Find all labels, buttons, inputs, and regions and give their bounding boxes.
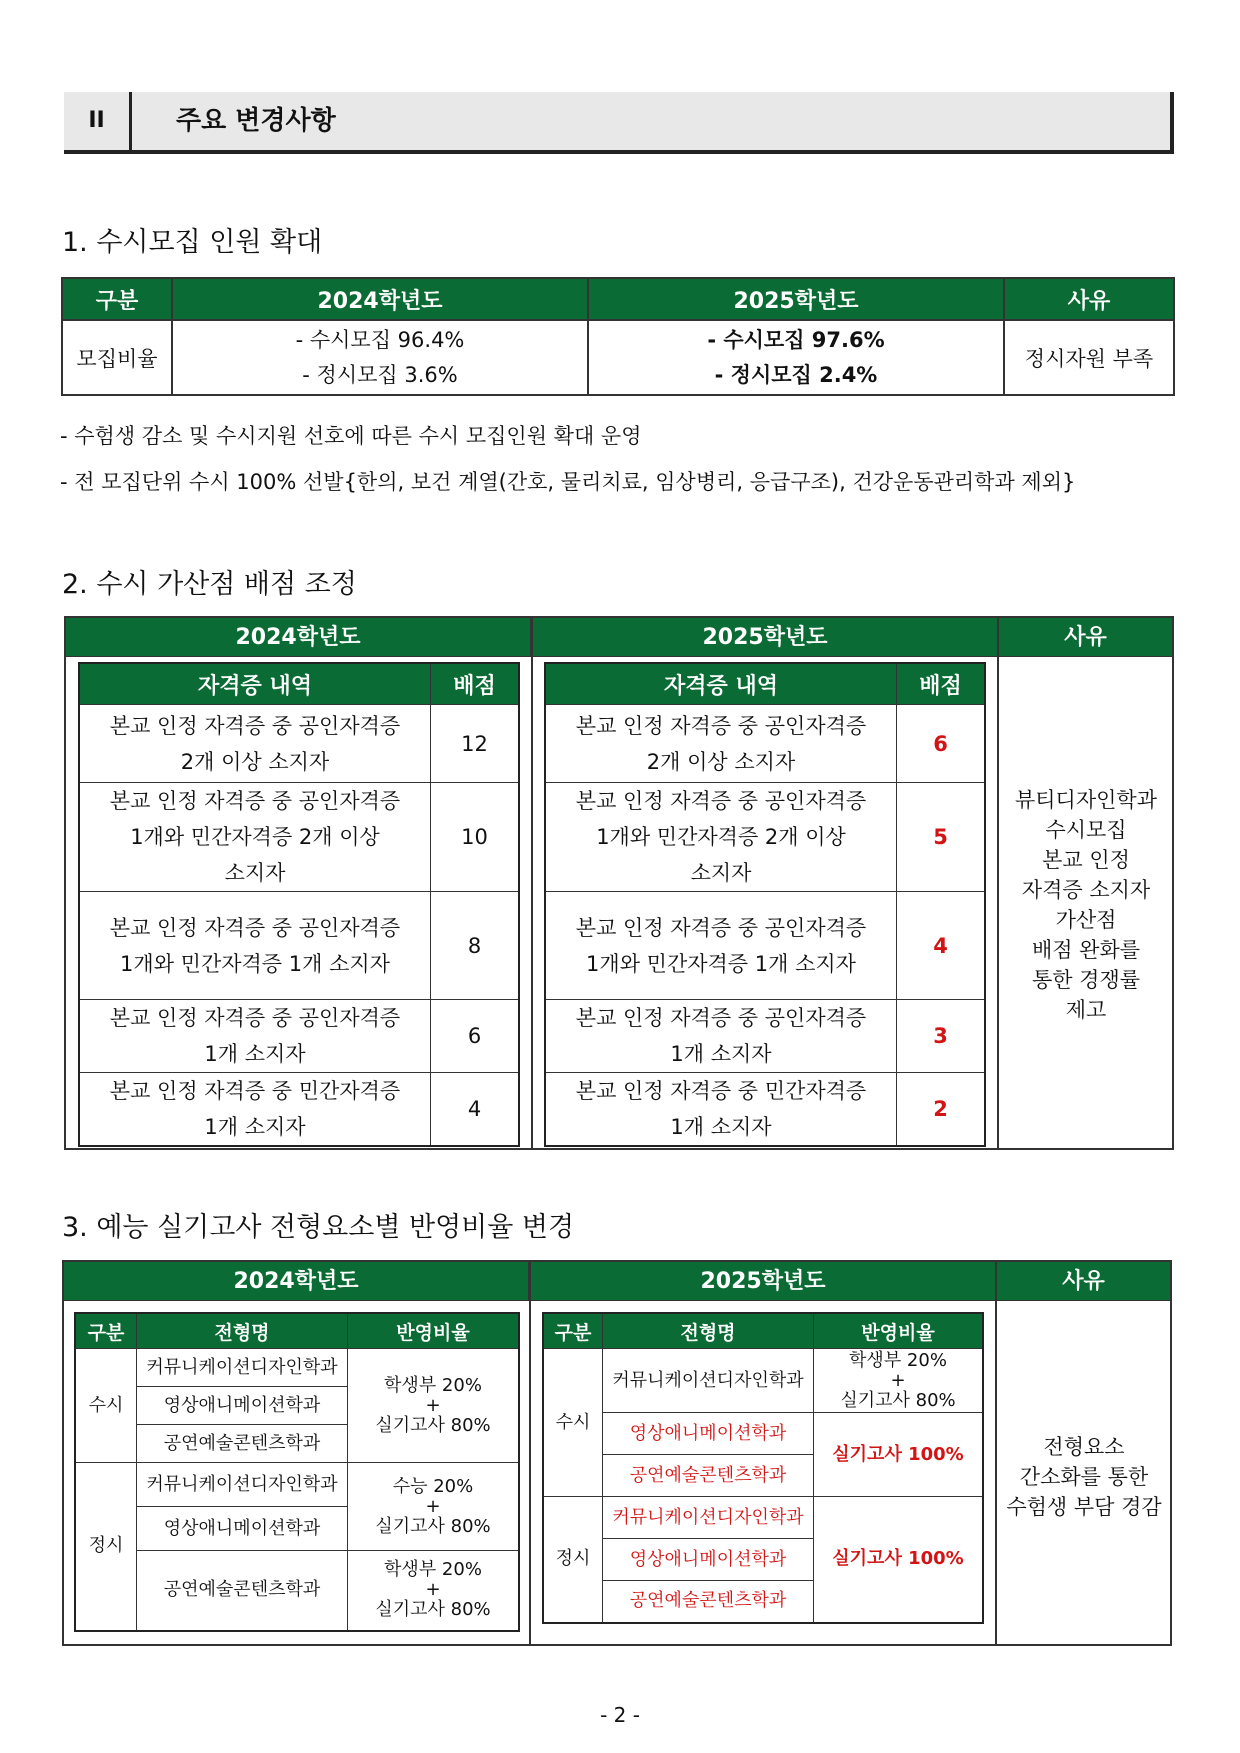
col-cert: 자격증 내역	[545, 663, 897, 705]
cert-row-3: 본교 인정 자격증 중 공인자격증 1개와 민간자격증 1개 소지자	[79, 892, 431, 1000]
col-track: 전형명	[603, 1313, 814, 1349]
s2-header-2024: 2024학년도	[65, 617, 531, 657]
ratio-2024-jeongsi: - 정시모집 3.6%	[302, 362, 458, 387]
ratio-table-2025	[542, 1312, 984, 1624]
cert-row-3: 본교 인정 자격증 중 공인자격증 1개와 민간자격증 1개 소지자	[545, 892, 897, 1000]
ratio-2025-cell	[588, 320, 1004, 395]
ratio-jeongsi-hs-2024: 학생부 20% + 실기고사 80%	[348, 1551, 520, 1631]
ratio-susi-comm-2025: 학생부 20% + 실기고사 80%	[814, 1349, 984, 1413]
track-anim: 영상애니메이션학과	[137, 1387, 348, 1425]
note-1: - 수험생 감소 및 수시지원 선호에 따른 수시 모집인원 확대 운영	[60, 424, 642, 448]
track-perf: 공연예술콘텐츠학과	[137, 1425, 348, 1463]
score-2025-4: 3	[897, 1000, 986, 1073]
page-number: - 2 -	[600, 1703, 640, 1727]
s2-header-reason: 사유	[998, 617, 1173, 657]
type-jeongsi: 정시	[75, 1463, 137, 1631]
header-reason: 사유	[1004, 278, 1174, 320]
s3-reason: 전형요소 간소화를 통한 수험생 부담 경감	[1006, 1435, 1162, 1519]
col-type: 구분	[543, 1313, 603, 1349]
score-2024-4: 6	[431, 1000, 520, 1073]
type-susi: 수시	[543, 1349, 603, 1497]
s2-header-2025: 2025학년도	[532, 617, 998, 657]
header-2025: 2025학년도	[588, 278, 1004, 320]
cert-row-2: 본교 인정 자격증 중 공인자격증 1개와 민간자격증 2개 이상 소지자	[79, 783, 431, 892]
type-jeongsi: 정시	[543, 1497, 603, 1623]
track-perf: 공연예술콘텐츠학과	[603, 1455, 814, 1497]
s3-divider-1	[529, 1261, 531, 1645]
header-category: 구분	[62, 278, 172, 320]
s3-header-2024: 2024학년도	[63, 1261, 529, 1301]
score-2024-2: 10	[431, 783, 520, 892]
header-2024: 2024학년도	[172, 278, 588, 320]
col-ratio: 반영비율	[814, 1313, 984, 1349]
type-susi: 수시	[75, 1349, 137, 1463]
s2-divider-1	[531, 617, 533, 1149]
track-anim: 영상애니메이션학과	[137, 1507, 348, 1551]
cert-row-5: 본교 인정 자격증 중 민간자격증 1개 소지자	[79, 1073, 431, 1147]
ratio-2025-jeongsi: - 정시모집 2.4%	[714, 362, 878, 387]
note-2: - 전 모집단위 수시 100% 선발{한의, 보건 계열(간호, 물리치료, 임상병리, 응급구조), 건강운동관리학과 제외}	[60, 470, 1076, 494]
cert-row-2: 본교 인정 자격증 중 공인자격증 1개와 민간자격증 2개 이상 소지자	[545, 783, 897, 892]
track-comm: 커뮤니케이션디자인학과	[137, 1349, 348, 1387]
col-track: 전형명	[137, 1313, 348, 1349]
track-comm: 커뮤니케이션디자인학과	[603, 1497, 814, 1539]
ratio-jeongsi-prac-2025: 실기고사 100%	[814, 1497, 984, 1623]
ratio-susi-prac-2025: 실기고사 100%	[814, 1413, 984, 1497]
col-cert: 자격증 내역	[79, 663, 431, 705]
track-anim: 영상애니메이션학과	[603, 1413, 814, 1455]
ratio-2024-cell	[172, 320, 588, 395]
s3-header-reason: 사유	[996, 1261, 1171, 1301]
section2-title: 2. 수시 가산점 배점 조정	[62, 569, 357, 600]
section1-title: 1. 수시모집 인원 확대	[62, 227, 323, 258]
col-score: 배점	[897, 663, 986, 705]
score-2024-1: 12	[431, 705, 520, 783]
score-2025-1: 6	[897, 705, 986, 783]
cert-row-1: 본교 인정 자격증 중 공인자격증 2개 이상 소지자	[545, 705, 897, 783]
score-2025-3: 4	[897, 892, 986, 1000]
ratio-susi-2024: 학생부 20% + 실기고사 80%	[348, 1349, 520, 1463]
s3-divider-2	[995, 1261, 997, 1645]
track-perf: 공연예술콘텐츠학과	[603, 1581, 814, 1623]
ratio-2025-susi: - 수시모집 97.6%	[707, 327, 885, 352]
chapter-number: II	[64, 92, 132, 150]
ratio-table-2024	[74, 1312, 520, 1632]
score-2024-5: 4	[431, 1073, 520, 1147]
ratio-jeongsi-sat-2024: 수능 20% + 실기고사 80%	[348, 1463, 520, 1551]
score-2024-3: 8	[431, 892, 520, 1000]
chapter-title: 주요 변경사항	[176, 106, 336, 136]
reason-cell: 정시자원 부족	[1004, 320, 1174, 395]
score-2025-5: 2	[897, 1073, 986, 1147]
row-label: 모집비율	[62, 320, 172, 395]
recruitment-ratio-table	[61, 277, 1175, 396]
s2-divider-2	[997, 617, 999, 1149]
cert-row-4: 본교 인정 자격증 중 공인자격증 1개 소지자	[79, 1000, 431, 1073]
track-comm: 커뮤니케이션디자인학과	[137, 1463, 348, 1507]
col-type: 구분	[75, 1313, 137, 1349]
s3-header-2025: 2025학년도	[530, 1261, 996, 1301]
cert-row-5: 본교 인정 자격증 중 민간자격증 1개 소지자	[545, 1073, 897, 1147]
track-perf: 공연예술콘텐츠학과	[137, 1551, 348, 1631]
track-anim: 영상애니메이션학과	[603, 1539, 814, 1581]
col-ratio: 반영비율	[348, 1313, 520, 1349]
cert-row-1: 본교 인정 자격증 중 공인자격증 2개 이상 소지자	[79, 705, 431, 783]
section3-title: 3. 예능 실기고사 전형요소별 반영비율 변경	[62, 1212, 575, 1243]
cert-row-4: 본교 인정 자격증 중 공인자격증 1개 소지자	[545, 1000, 897, 1073]
bonus-table-2024	[78, 662, 520, 1147]
ratio-2024-susi: - 수시모집 96.4%	[295, 327, 465, 352]
score-2025-2: 5	[897, 783, 986, 892]
s2-reason: 뷰티디자인학과 수시모집 본교 인정 자격증 소지자 가산점 배점 완화를 통한 경쟁률 제고	[1014, 788, 1157, 1022]
bonus-table-2025	[544, 662, 986, 1147]
col-score: 배점	[431, 663, 520, 705]
track-comm: 커뮤니케이션디자인학과	[603, 1349, 814, 1413]
